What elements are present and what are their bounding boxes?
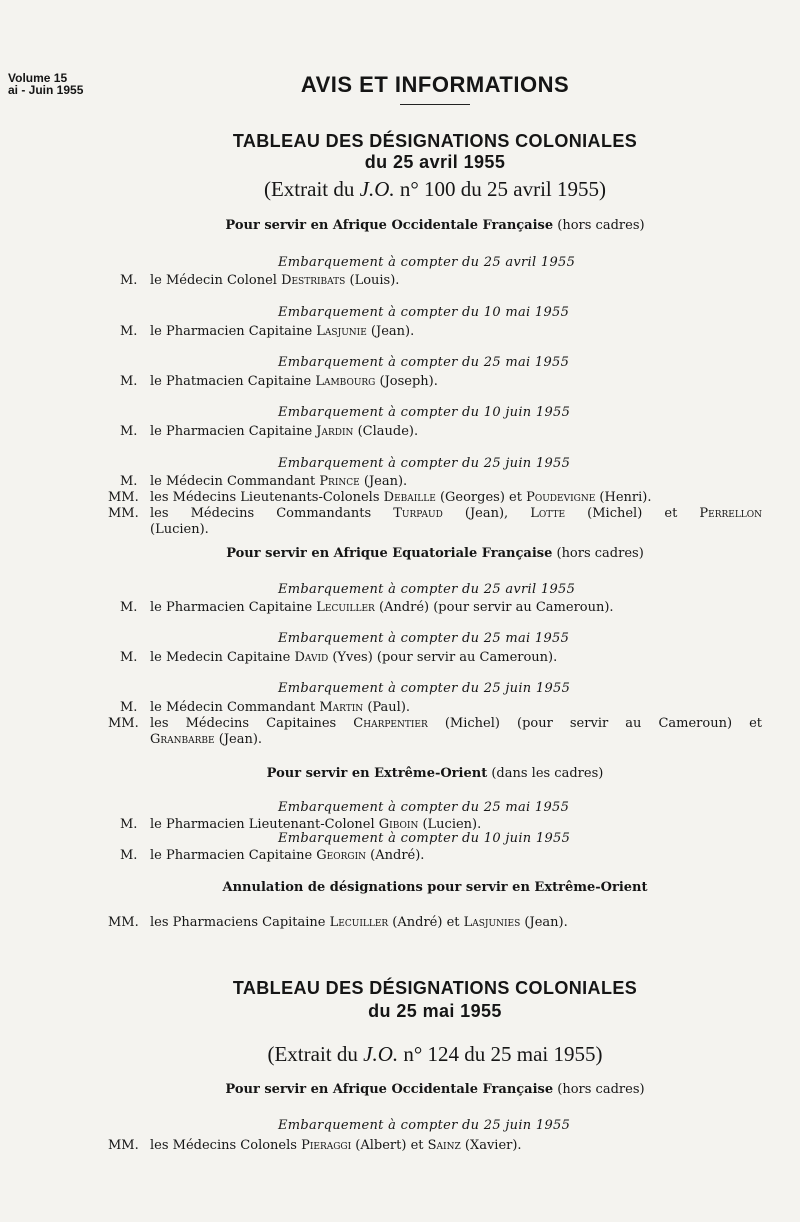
embarkation-date: Embarquement à compter du 25 mai 1955 [278, 631, 570, 646]
embarkation-date: Embarquement à compter du 25 mai 1955 [278, 355, 570, 370]
embarkation-date: Embarquement à compter du 25 avril 1955 [278, 255, 576, 270]
table-2-extract: (Extrait du J.O. n° 124 du 25 mai 1955) [267, 1042, 603, 1066]
volume-period: ai - Juin 1955 [8, 83, 84, 97]
embarkation-date: Embarquement à compter du 10 mai 1955 [278, 305, 570, 320]
section-eo-heading: Pour servir en Extrême-Orient (dans les cadres) [266, 766, 604, 781]
header-rule [400, 104, 470, 105]
embarkation-date: Embarquement à compter du 25 juin 1955 [278, 456, 571, 471]
embarkation-date: Embarquement à compter du 10 juin 1955 [278, 405, 571, 420]
page-header: AVIS ET INFORMATIONS [300, 72, 570, 97]
table-2-title: TABLEAU DES DÉSIGNATIONS COLONIALES [232, 978, 638, 998]
table-2-date: du 25 mai 1955 [368, 1001, 502, 1021]
embarkation-date: Embarquement à compter du 25 juin 1955 [278, 681, 571, 696]
section-aef-heading: Pour servir en Afrique Equatoriale Française (hors cadres) [226, 546, 644, 561]
embarkation-date: Embarquement à compter du 25 avril 1955 [278, 582, 576, 597]
volume-number: Volume 15 [8, 71, 68, 85]
table-1-date: du 25 avril 1955 [364, 152, 506, 172]
table-1-title: TABLEAU DES DÉSIGNATIONS COLONIALES [232, 131, 638, 151]
embarkation-date: Embarquement à compter du 25 juin 1955 [278, 1118, 571, 1133]
embarkation-date: Embarquement à compter du 25 mai 1955 [278, 800, 570, 815]
section-aof-heading: Pour servir en Afrique Occidentale Française (hors cadres) [225, 1082, 645, 1097]
table-1-extract: (Extrait du J.O. n° 100 du 25 avril 1955) [263, 177, 606, 201]
section-annulation-heading: Annulation de désignations pour servir en Extrême-Orient [222, 880, 648, 895]
embarkation-date: Embarquement à compter du 10 juin 1955 [278, 831, 571, 846]
section-aof-heading: Pour servir en Afrique Occidentale Française (hors cadres) [225, 218, 645, 233]
